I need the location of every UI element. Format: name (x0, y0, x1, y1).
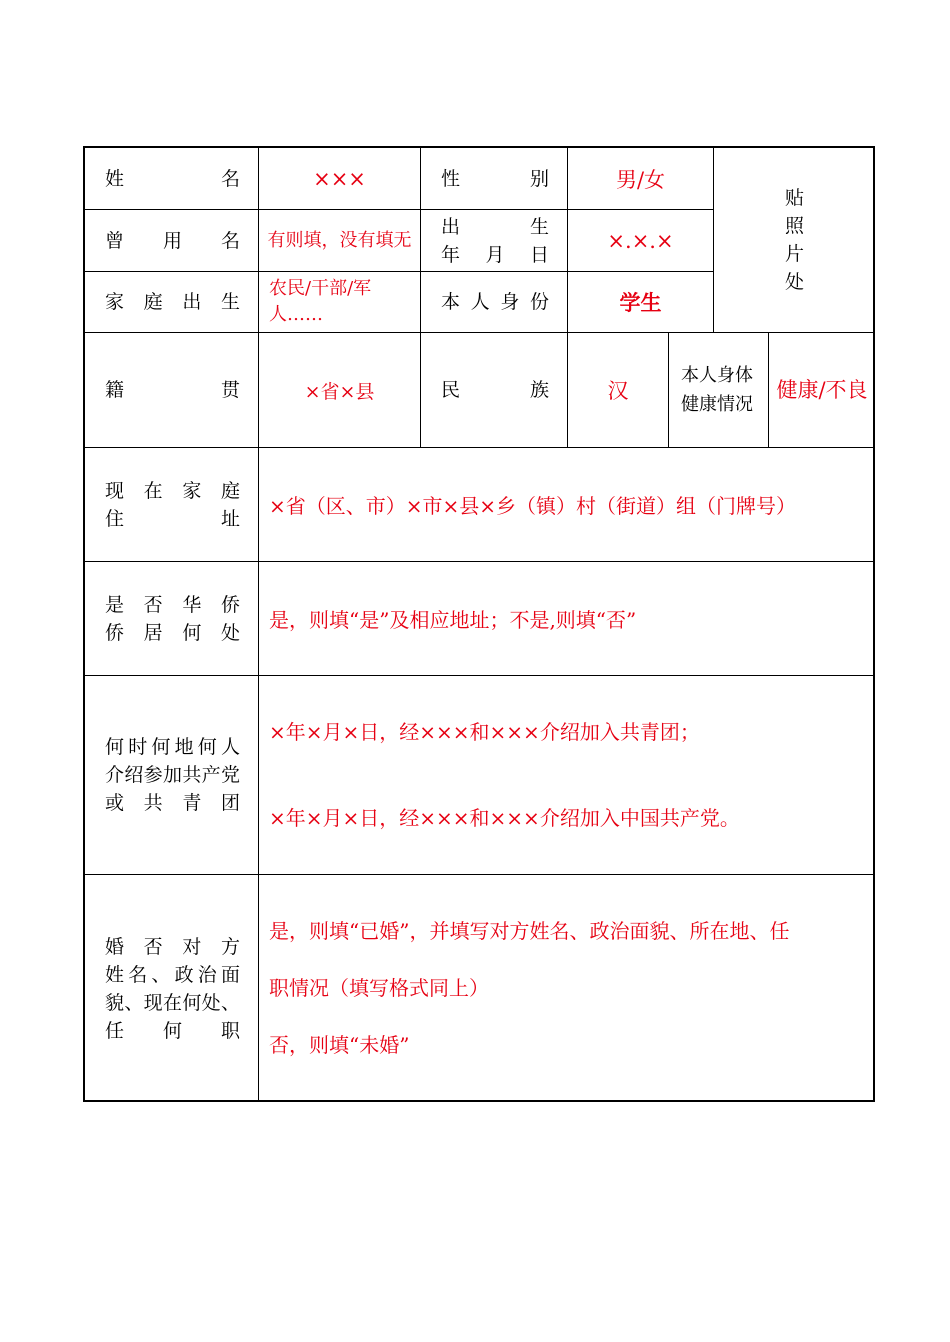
identity-label: 本人身份 (441, 291, 549, 313)
party-label-line-3: 或共青团 (105, 792, 240, 814)
name-label: 姓名 (105, 167, 240, 190)
marriage-value-line-3: 否，则填“未婚” (269, 1033, 410, 1057)
address-label-line-1: 现在家庭 (105, 479, 240, 502)
name-value: ××× (313, 166, 366, 191)
address-value-cell (259, 448, 875, 562)
ethnic-value-cell (568, 333, 669, 448)
identity-label-cell (421, 272, 568, 333)
marriage-label-line-2: 姓名、政治面 (105, 963, 240, 986)
marriage-value-cell (259, 875, 875, 1102)
family-label-cell (85, 272, 259, 333)
name-value-cell (259, 148, 421, 210)
marriage-label-cell (85, 875, 259, 1102)
gender-value-cell (568, 148, 714, 210)
party-value-line-1: ×年×月×日，经×××和×××介绍加入共青团； (269, 720, 700, 744)
gender-value: 男/女 (615, 167, 666, 192)
birth-label-line-2: 年月日 (441, 243, 549, 266)
party-label-line-2: 介绍参加共产党 (105, 764, 240, 786)
birth-value: ×.×.× (607, 228, 674, 253)
photo-char-4: 处 (784, 271, 804, 293)
overseas-value-cell (259, 562, 875, 676)
gender-label-cell (421, 148, 568, 210)
marriage-label-line-4: 任何职 (105, 1019, 240, 1042)
identity-value-cell (568, 272, 714, 333)
origin-value: ×省×县 (304, 380, 375, 403)
health-value-cell (769, 333, 875, 448)
origin-label-cell (85, 333, 259, 448)
alias-value: 有则填，没有填无 (267, 229, 412, 251)
photo-char-3: 片 (784, 243, 804, 265)
ethnic-label-cell (421, 333, 568, 448)
health-value: 健康/不良 (776, 377, 868, 402)
ethnic-label: 民族 (441, 379, 549, 401)
alias-value-cell (259, 210, 421, 272)
party-label-cell (85, 676, 259, 875)
photo-placeholder (714, 148, 875, 333)
marriage-label-line-3: 貌、现在何处、 (105, 991, 240, 1014)
birth-label-line-1: 出生 (441, 215, 549, 238)
marriage-value-line-2: 职情况（填写格式同上） (269, 976, 489, 1000)
family-value-cell (259, 272, 421, 333)
overseas-label-line-1: 是否华侨 (105, 593, 240, 616)
origin-value-cell (259, 333, 421, 448)
family-label: 家庭出生 (105, 291, 240, 313)
overseas-value: 是，则填“是”及相应地址；不是,则填“否” (269, 608, 637, 632)
overseas-label-line-2: 侨居何处 (105, 621, 240, 644)
origin-label: 籍贯 (105, 379, 240, 401)
address-label-cell (85, 448, 259, 562)
identity-value: 学生 (619, 290, 662, 315)
family-value: 农民/干部/军人…… (269, 278, 372, 325)
address-value: ×省（区、市）×市×县×乡（镇）村（街道）组（门牌号） (269, 494, 797, 518)
photo-char-2: 照 (784, 215, 804, 237)
address-label-line-2: 住址 (105, 507, 240, 530)
alias-label-cell (85, 210, 259, 272)
photo-char-1: 贴 (784, 187, 804, 209)
birth-label-cell (421, 210, 568, 272)
overseas-label-cell (85, 562, 259, 676)
registration-form (83, 146, 875, 1102)
name-label-cell (85, 148, 259, 210)
health-label: 本人身体健康情况 (681, 365, 753, 415)
ethnic-value: 汉 (607, 379, 629, 403)
alias-label: 曾用名 (105, 229, 240, 252)
party-value-cell (259, 676, 875, 875)
marriage-value-line-1: 是，则填“已婚”，并填写对方姓名、政治面貌、所在地、任 (269, 919, 790, 943)
party-label-line-1: 何时何地何人 (105, 736, 240, 758)
gender-label: 性别 (441, 167, 549, 190)
marriage-label-line-1: 婚否对方 (105, 935, 240, 958)
birth-value-cell (568, 210, 714, 272)
health-label-cell (669, 333, 769, 448)
party-value-line-2: ×年×月×日，经×××和×××介绍加入中国共产党。 (269, 806, 740, 830)
